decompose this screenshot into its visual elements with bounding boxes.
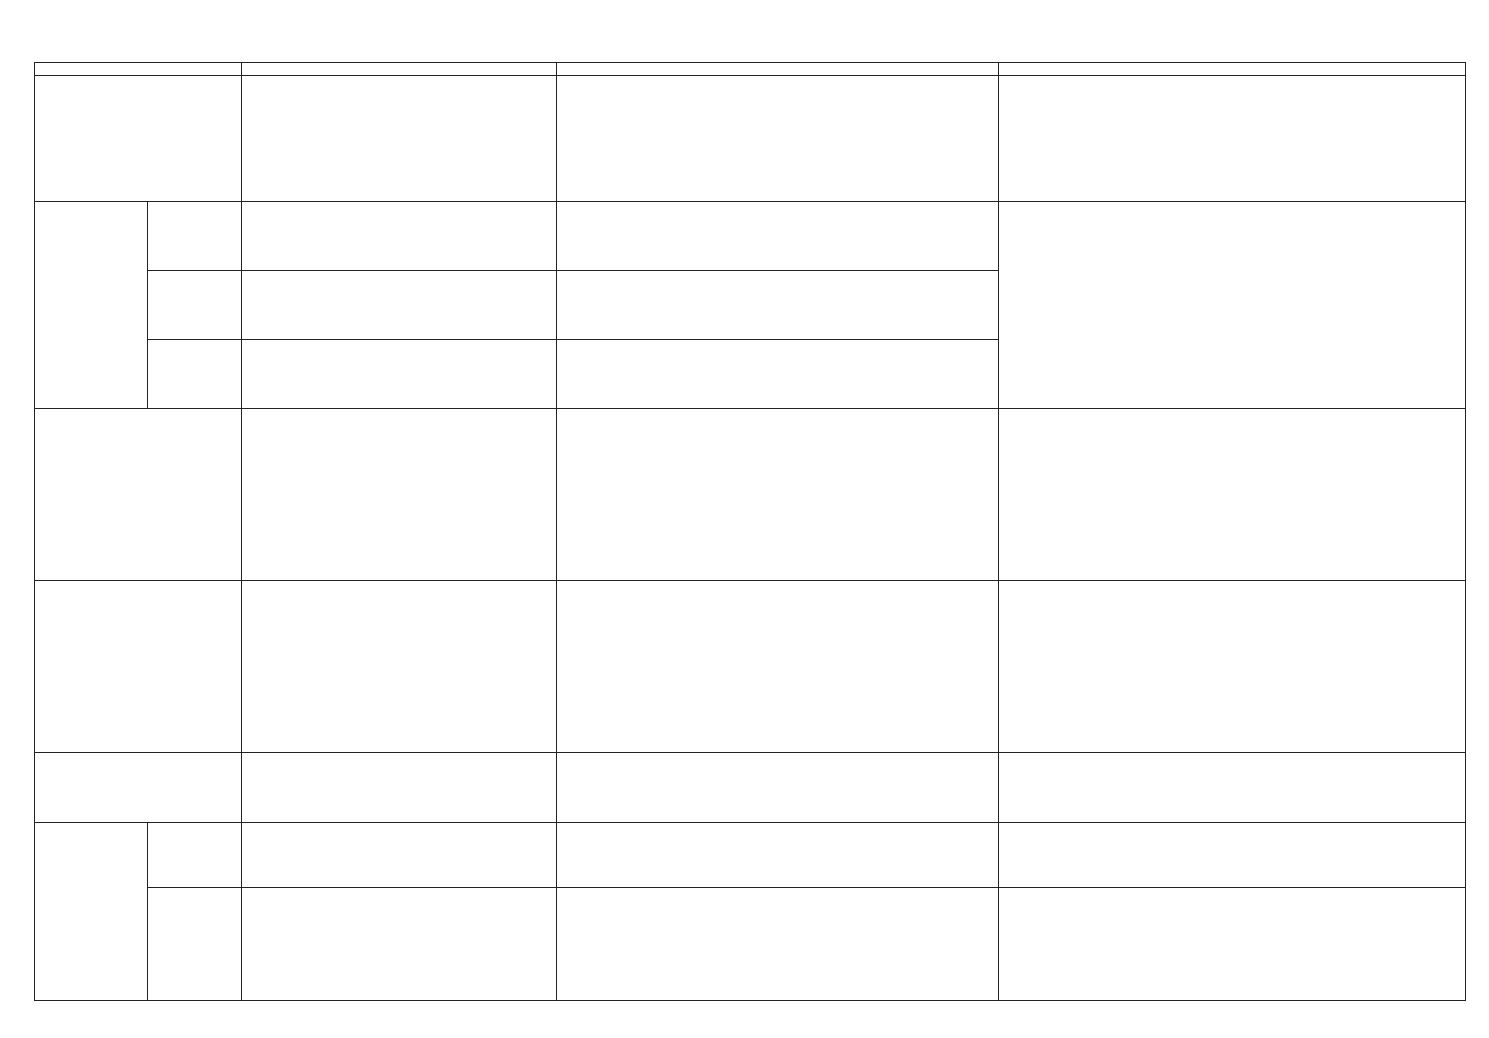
table-row (35, 753, 1466, 823)
table-caption (52, 11, 80, 29)
evaluation-cell (998, 581, 1465, 753)
sub-method-cell (147, 202, 241, 271)
overview-cell (242, 823, 557, 888)
comparison-table (34, 62, 1466, 1001)
overview-cell (242, 271, 557, 340)
method-cell (35, 823, 148, 1001)
method-cell (35, 581, 242, 753)
overview-cell (242, 340, 557, 409)
merits-cell (556, 76, 998, 202)
merits-cell (556, 753, 998, 823)
sub-method-cell (147, 340, 241, 409)
overview-cell (242, 888, 557, 1001)
evaluation-cell (998, 409, 1465, 581)
sub-method-cell (147, 823, 241, 888)
table-row (35, 581, 1466, 753)
merits-cell (556, 823, 998, 888)
merits-cell (556, 202, 998, 271)
evaluation-cell (998, 76, 1465, 202)
table-row (35, 823, 1466, 888)
sub-method-cell (147, 888, 241, 1001)
table-row (35, 202, 1466, 271)
evaluation-cell (998, 202, 1465, 409)
overview-cell (242, 76, 557, 202)
merits-cell (556, 271, 998, 340)
evaluation-cell (998, 753, 1465, 823)
header-evaluation (998, 63, 1465, 76)
overview-cell (242, 409, 557, 581)
merits-cell (556, 409, 998, 581)
table-row (35, 888, 1466, 1001)
header-row (35, 63, 1466, 76)
method-cell (35, 202, 148, 409)
overview-cell (242, 202, 557, 271)
merits-cell (556, 581, 998, 753)
sub-method-cell (147, 271, 241, 340)
method-cell (35, 76, 242, 202)
overview-cell (242, 753, 557, 823)
merits-cell (556, 340, 998, 409)
table-row (35, 76, 1466, 202)
overview-cell (242, 581, 557, 753)
evaluation-cell (998, 888, 1465, 1001)
header-overview (242, 63, 557, 76)
header-method (35, 63, 242, 76)
header-merits (556, 63, 998, 76)
method-cell (35, 409, 242, 581)
merits-cell (556, 888, 998, 1001)
method-cell (35, 753, 242, 823)
table-row (35, 409, 1466, 581)
evaluation-cell (998, 823, 1465, 888)
